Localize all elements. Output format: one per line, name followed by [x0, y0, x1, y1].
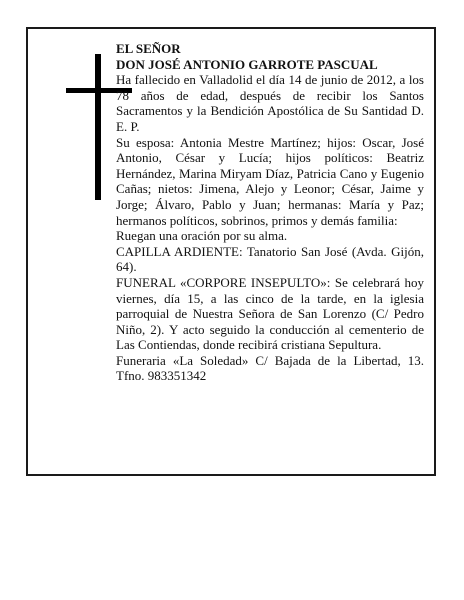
funeral-home-info: Funeraria «La Soledad» C/ Bajada de la Libertad, 13. Tfno. 983351342 [116, 352, 424, 384]
family-list: Su esposa: Antonia Mestre Martínez; hijos: Oscar, José Antonio, César y Lucía; hijos políticos: Beatriz Hernández, Marina Miryam Díaz, Patricia Cano y Eugenio Cañas; nietos: Jimena, Alejo y Leonor; César, Jaime y Jorge; Álvaro, Pablo y Juan; hermanas: María y Paz; hermanos políticos, sobrinos, primos y demás familia: [116, 134, 424, 228]
prayer-request: Ruegan una oración por su alma. [116, 228, 288, 244]
heading-title: EL SEÑOR [116, 41, 181, 56]
chapel-info: CAPILLA ARDIENTE: Tanatorio San José (Avda. Gijón, 64). [116, 243, 424, 275]
obituary-notice [26, 27, 436, 476]
heading-deceased-name: DON JOSÉ ANTONIO GARROTE PASCUAL [116, 56, 378, 72]
cross-vertical-bar [95, 54, 101, 200]
notice-text [116, 41, 424, 384]
funeral-info: FUNERAL «CORPORE INSEPULTO»: Se celebrará hoy viernes, día 15, a las cinco de la tarde, en la iglesia parroquial de Nuestra Señora de San Lorenzo (C/ Pedro Niño, 2). Y acto seguido la conducción al cementerio de Las Contiendas, donde recibirá cristiana Sepultura. [116, 274, 424, 353]
death-announcement: Ha fallecido en Valladolid el día 14 de junio de 2012, a los 78 años de edad, después de recibir los Santos Sacramentos y la Bendición Apostólica de Su Santidad D. E. P. [116, 72, 424, 134]
